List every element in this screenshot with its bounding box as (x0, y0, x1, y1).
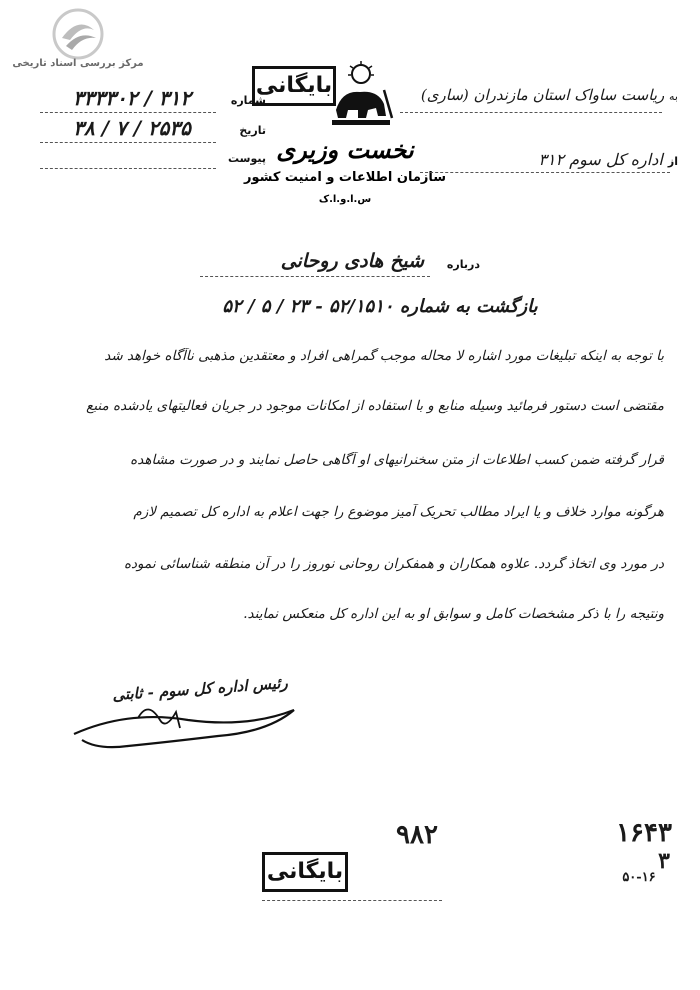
body-line: در مورد وی اتخاذ گردد. علاوه همکاران و همفکران روحانی نوروز را در آن منطقه شناسائی نموده (123, 556, 664, 572)
body-line: هرگونه موارد خلاف و یا ایراد مطالب تحریک آمیز موضوع را جهت اعلام به اداره کل تصمیم لازم (133, 504, 664, 520)
right-code-top: ۱۶۴۳ (616, 818, 672, 848)
date-value: ۳۸ / ۷ / ۲۵۳۵ (73, 116, 191, 140)
from-prefix: از (667, 155, 678, 168)
organization-abbreviation: س.ا.و.ا.ک (318, 194, 372, 205)
reference-line: بازگشت به شماره ۵۲/۱۵۱۰ - ۲۳ / ۵ / ۵۲ (222, 296, 538, 317)
number-underline (40, 112, 216, 113)
body-line: با توجه به اینکه تبلیغات مورد اشاره لا محاله موجب گمراهی افراد و معتقدین مذهبی ناآگاه خواهد شد (104, 348, 664, 364)
addressee-underline (400, 112, 662, 113)
subject-value: شیخ هادی روحانی (280, 250, 424, 272)
meta-fields (30, 86, 270, 176)
date-underline (40, 142, 216, 143)
right-code-bottom: ۵۰-۱۶ (622, 870, 656, 885)
right-code-mid: ۳ (658, 848, 670, 874)
attachment-underline (40, 168, 216, 169)
number-label: شماره (230, 94, 266, 107)
date-label: تاریخ (239, 124, 266, 137)
body-line: قرار گرفته ضمن کسب اطلاعات از متن سخنرانیهای او آگاهی حاصل نمایند و در صورت مشاهده (130, 452, 664, 468)
file-number: ۹۸۲ (396, 820, 438, 850)
number-value: ۳۳۳۳۰۲ / ۳۱۲ (73, 86, 191, 110)
from-underline (420, 172, 670, 173)
attachment-label: پیوست (228, 152, 266, 165)
ministry-title: نخست وزیری (276, 136, 414, 164)
signature-scribble (68, 690, 308, 760)
lion-and-sun-emblem-icon (322, 60, 400, 130)
addressee-prefix: به (669, 90, 678, 103)
body-line: مقتضی است دستور فرمائید وسیله منابع و با استفاده از امکانات موجود در جریان فعالیتهای یادشده منبع (86, 398, 664, 414)
subject-underline (200, 276, 430, 277)
archive-logo (8, 6, 148, 76)
top-archive-stamp: بایگانی (252, 66, 336, 106)
archive-logo-icon (52, 8, 104, 60)
archive-stamp: بایگانی (262, 852, 348, 892)
organization-name: سازمان اطلاعات و امنیت کشور (243, 170, 447, 185)
body-line: ونتیجه را با ذکر مشخصات کامل و سوابق او به این اداره کل منعکس نمایند. (243, 606, 664, 622)
stamp-underline (262, 900, 442, 901)
signature-title: رئیس اداره کل سوم - ثابتی (111, 673, 289, 705)
subject-label: درباره (446, 258, 480, 271)
from-value: اداره کل سوم ۳۱۲ (538, 150, 663, 169)
addressee-value: ریاست ساواک استان مازندران (ساری) (420, 86, 665, 104)
archive-name: مرکز بررسی اسناد تاریخی (12, 58, 144, 69)
